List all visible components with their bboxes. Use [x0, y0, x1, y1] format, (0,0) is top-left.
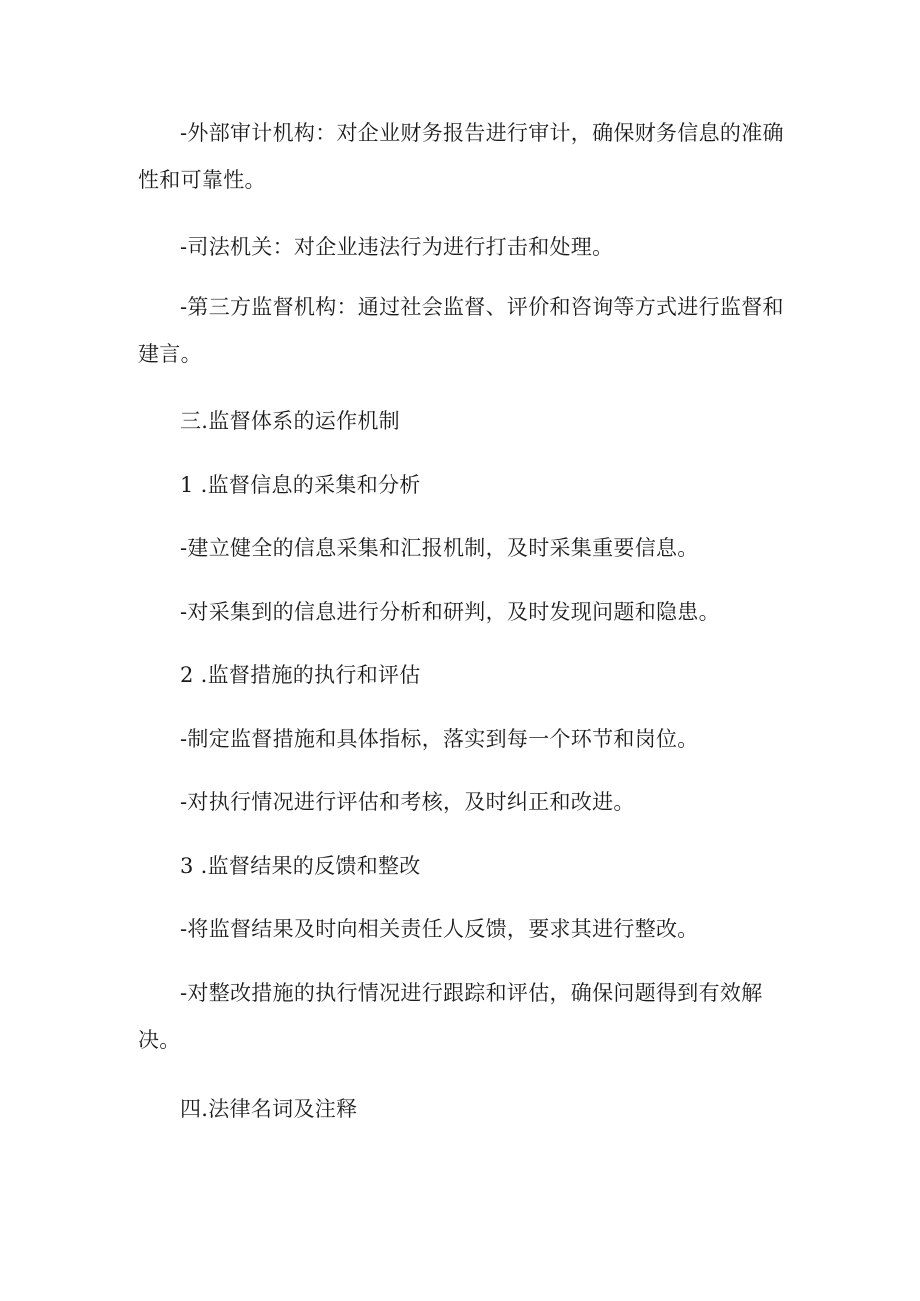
- paragraph-evaluate-execution: -对执行情况进行评估和考核，及时纠正和改进。: [180, 790, 635, 814]
- paragraph-formulate-measures: -制定监督措施和具体指标，落实到每一个环节和岗位。: [180, 727, 699, 751]
- section-heading-legal-terms: 四.法律名词及注释: [180, 1097, 358, 1121]
- paragraph-judicial-organs: -司法机关：对企业违法行为进行打击和处理。: [180, 235, 614, 259]
- paragraph-feedback-results: -将监督结果及时向相关责任人反馈，要求其进行整改。: [180, 917, 699, 941]
- section-heading-operation-mechanism: 三.监督体系的运作机制: [180, 409, 400, 433]
- paragraph-establish-collection: -建立健全的信息采集和汇报机制，及时采集重要信息。: [180, 536, 699, 560]
- subsection-heading-feedback-rectification: 3 .监督结果的反馈和整改: [180, 854, 421, 878]
- paragraph-analyze-info: -对采集到的信息进行分析和研判，及时发现问题和隐患。: [180, 600, 720, 624]
- subsection-heading-info-collection: 1 .监督信息的采集和分析: [180, 473, 421, 497]
- paragraph-track-rectification: -对整改措施的执行情况进行跟踪和评估，确保问题得到有效解决。: [138, 981, 763, 1052]
- paragraph-external-audit: -外部审计机构：对企业财务报告进行审计，确保财务信息的准确性和可靠性。: [138, 121, 784, 192]
- subsection-heading-measures-execution: 2 .监督措施的执行和评估: [180, 663, 421, 687]
- paragraph-third-party-supervision: -第三方监督机构：通过社会监督、评价和咨询等方式进行监督和建言。: [138, 295, 784, 366]
